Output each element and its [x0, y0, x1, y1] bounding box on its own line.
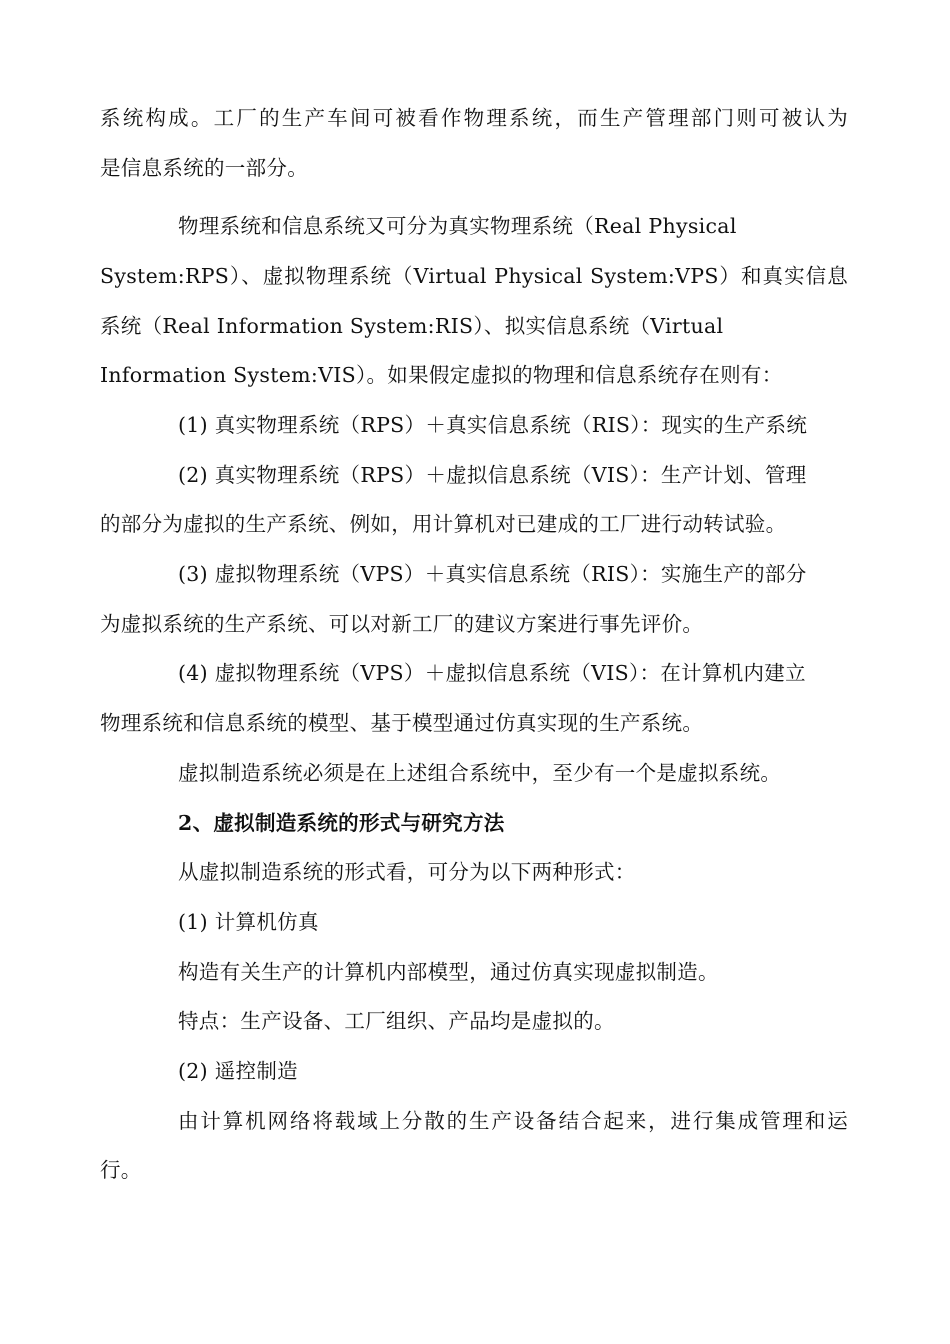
paragraph-line: 由计算机网络将载域上分散的生产设备结合起来，进行集成管理和运 [178, 1109, 848, 1133]
paragraph-line: 的部分为虚拟的生产系统、例如，用计算机对已建成的工厂进行动转试验。 [100, 512, 787, 536]
section-heading: 2、虚拟制造系统的形式与研究方法 [178, 811, 505, 835]
paragraph-line: 系统构成。工厂的生产车间可被看作物理系统，而生产管理部门则可被认为 [100, 106, 848, 130]
paragraph-line: 物理系统和信息系统又可分为真实物理系统（Real Physical [178, 214, 737, 238]
paragraph-line: System:RPS）、虚拟物理系统（Virtual Physical System:VPS）和真实信息 [100, 264, 848, 288]
paragraph-line: 系统（Real Information System:RIS）、拟实信息系统（Virtual [100, 314, 724, 338]
paragraph-line: 为虚拟系统的生产系统、可以对新工厂的建议方案进行事先评价。 [100, 612, 704, 636]
paragraph-line: Information System:VIS）。如果假定虚拟的物理和信息系统存在则有： [100, 363, 783, 387]
paragraph-line: 物理系统和信息系统的模型、基于模型通过仿真实现的生产系统。 [100, 711, 704, 735]
list-item: (2) 真实物理系统（RPS）＋虚拟信息系统（VIS）：生产计划、管理 [178, 463, 807, 487]
list-item: (4) 虚拟物理系统（VPS）＋虚拟信息系统（VIS）：在计算机内建立 [178, 661, 806, 685]
paragraph-line: 行。 [100, 1158, 142, 1182]
list-item: (1) 真实物理系统（RPS）＋真实信息系统（RIS）：现实的生产系统 [178, 413, 808, 437]
paragraph-line: 虚拟制造系统必须是在上述组合系统中，至少有一个是虚拟系统。 [178, 761, 782, 785]
list-item: (3) 虚拟物理系统（VPS）＋真实信息系统（RIS）：实施生产的部分 [178, 562, 807, 586]
list-item: (2) 遥控制造 [178, 1059, 298, 1083]
paragraph-line: 是信息系统的一部分。 [100, 156, 308, 180]
paragraph-line: 特点：生产设备、工厂组织、产品均是虚拟的。 [178, 1009, 615, 1033]
paragraph-line: 从虚拟制造系统的形式看，可分为以下两种形式： [178, 860, 636, 884]
list-item: (1) 计算机仿真 [178, 910, 319, 934]
paragraph-line: 构造有关生产的计算机内部模型，通过仿真实现虚拟制造。 [178, 960, 719, 984]
